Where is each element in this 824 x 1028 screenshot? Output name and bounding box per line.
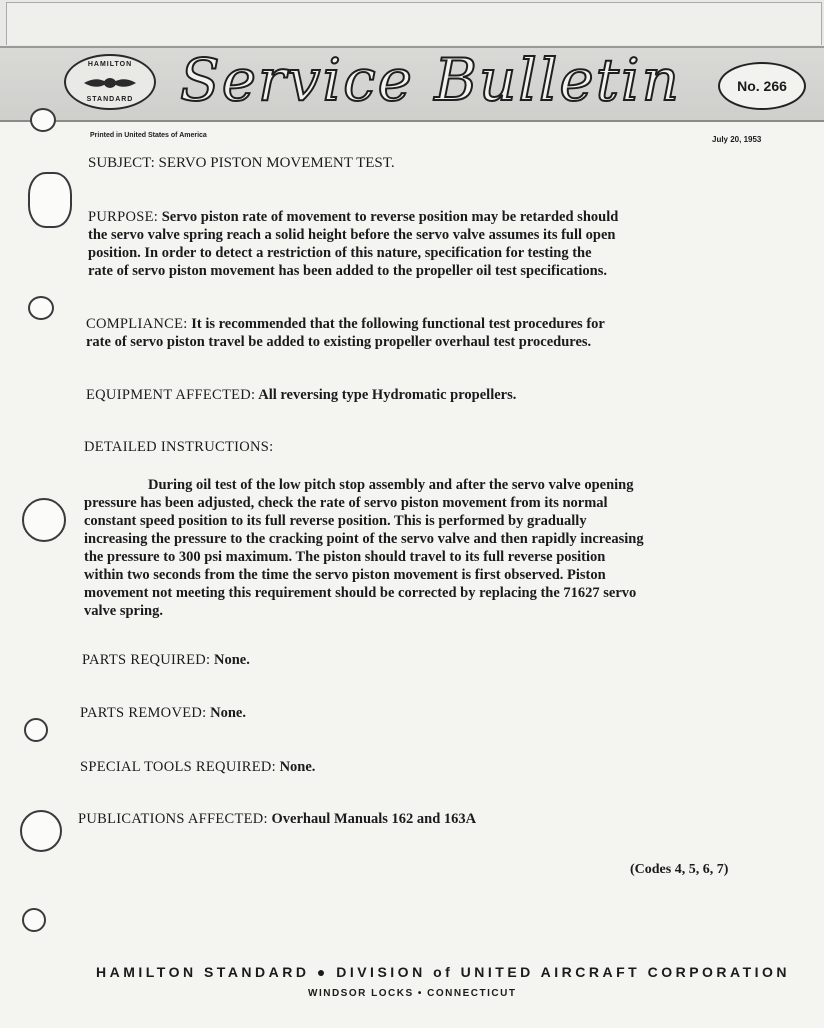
- publications-value: Overhaul Manuals 162 and 163A: [271, 811, 477, 827]
- binder-hole: [20, 810, 62, 852]
- purpose-label: PURPOSE:: [88, 209, 159, 225]
- parts-required-section: [82, 651, 250, 669]
- binder-hole: [22, 908, 46, 932]
- purpose-line: Servo piston rate of movement to reverse position may be retarded should: [161, 209, 619, 225]
- purpose-line: position. In order to detect a restriction of this nature, specification for testing the: [88, 245, 592, 261]
- binder-hole: [24, 718, 48, 742]
- binder-hole: [30, 108, 56, 132]
- instructions-line: pressure has been adjusted, check the rate of servo piston movement from its normal: [84, 495, 608, 511]
- printed-notice: Printed in United States of America: [90, 132, 207, 139]
- compliance-line: It is recommended that the following functional test procedures for: [191, 316, 605, 332]
- special-tools-label: SPECIAL TOOLS REQUIRED:: [80, 759, 276, 775]
- purpose-line: rate of servo piston movement has been added to the propeller oil test specifications.: [88, 263, 607, 279]
- bulletin-title: Service Bulletin: [180, 46, 681, 114]
- binder-hole: [28, 172, 72, 228]
- instructions-label: DETAILED INSTRUCTIONS:: [84, 439, 274, 455]
- equipment-label: EQUIPMENT AFFECTED:: [86, 387, 256, 403]
- publications-label: PUBLICATIONS AFFECTED:: [78, 811, 268, 827]
- footer-location: WINDSOR LOCKS • CONNECTICUT: [308, 988, 517, 999]
- instructions-heading: [84, 438, 274, 456]
- parts-required-value: None.: [214, 652, 250, 668]
- equipment-value: All reversing type Hydromatic propellers.: [258, 387, 517, 403]
- parts-removed-value: None.: [210, 705, 246, 721]
- codes-note: (Codes 4, 5, 6, 7): [630, 862, 729, 877]
- parts-removed-section: [80, 704, 246, 722]
- special-tools-section: [80, 758, 315, 776]
- instructions-body: [84, 476, 644, 620]
- compliance-line: rate of servo piston travel be added to existing propeller overhaul test procedures.: [86, 334, 592, 350]
- footer-company: HAMILTON STANDARD ● DIVISION of UNITED AIRCRAFT CORPORATION: [96, 964, 791, 980]
- instructions-line: valve spring.: [84, 603, 163, 619]
- instructions-line: within two seconds from the time the servo piston movement is first observed. Piston: [84, 567, 606, 583]
- special-tools-value: None.: [279, 759, 316, 775]
- bulletin-number: No. 266: [718, 62, 806, 110]
- binder-hole: [22, 498, 66, 542]
- compliance-section: [86, 315, 605, 351]
- bulletin-date: July 20, 1953: [712, 135, 762, 144]
- logo-bottom-text: STANDARD: [86, 96, 134, 103]
- instructions-line: the pressure to 300 psi maximum. The piston should travel to its full reverse position: [84, 549, 606, 565]
- compliance-label: COMPLIANCE:: [86, 316, 188, 332]
- instructions-line: During oil test of the low pitch stop assembly and after the servo valve opening: [148, 477, 634, 493]
- parts-required-label: PARTS REQUIRED:: [82, 652, 211, 668]
- propeller-icon: [82, 74, 138, 92]
- binder-hole: [28, 296, 54, 320]
- instructions-line: movement not meeting this requirement should be corrected by replacing the 71627 servo: [84, 585, 637, 601]
- logo-top-text: HAMILTON: [87, 61, 133, 68]
- subject-text: SUBJECT: SERVO PISTON MOVEMENT TEST.: [88, 155, 395, 171]
- instructions-line: constant speed position to its full reverse position. This is performed by gradually: [84, 513, 587, 529]
- instructions-line: increasing the pressure to the cracking point of the servo valve and then rapidly increasing: [84, 531, 644, 547]
- purpose-section: [88, 208, 618, 280]
- publications-section: [78, 810, 476, 828]
- purpose-line: the servo valve spring reach a solid height before the servo valve assumes its full open: [88, 227, 616, 243]
- parts-removed-label: PARTS REMOVED:: [80, 705, 207, 721]
- hamilton-standard-logo: [64, 54, 156, 110]
- paper-tab-edge: [6, 2, 822, 45]
- subject-line: [88, 154, 395, 172]
- equipment-section: [86, 386, 516, 404]
